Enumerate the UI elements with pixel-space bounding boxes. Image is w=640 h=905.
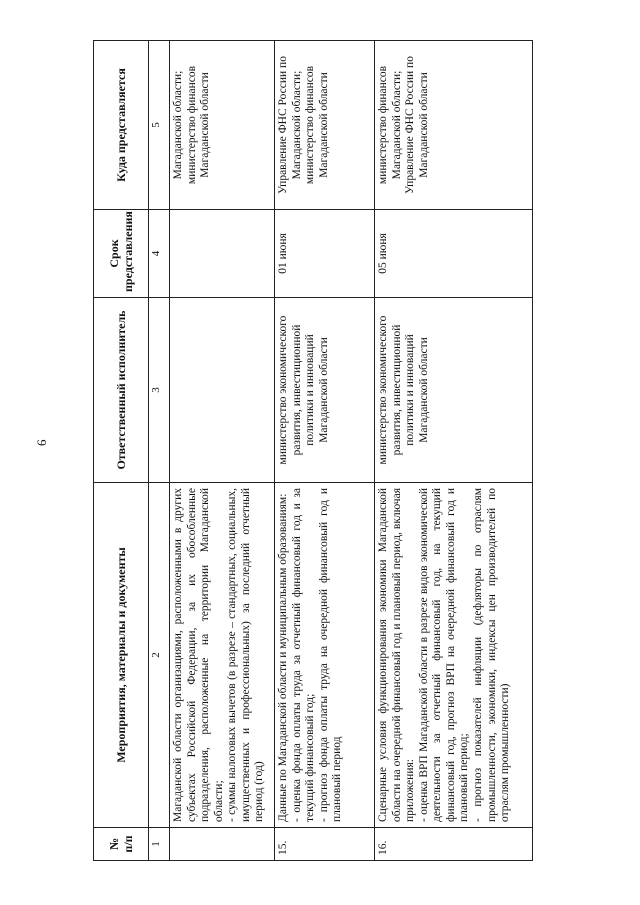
header-num: № п/п	[94, 828, 149, 861]
row-recipient: Управление ФНС России по Магаданской области; министерство финансов Магаданской области	[275, 41, 375, 210]
row-recipient: министерство финансов Магаданской области; Управление ФНС России по Магаданской области	[375, 41, 533, 210]
rotated-page	[93, 41, 533, 861]
description-line: - прогноз показателей инфляции (дефляторы по отраслям промышленности, экономики, индексы цен производителей по отраслям промышленности)	[471, 488, 512, 822]
description-line: - оценка фонда оплаты труда за отчетный финансовый год и за текущий финансовый год;	[290, 488, 317, 822]
table-row-16	[375, 41, 533, 861]
description-line: Магаданской области организациями, расположенными в других субъектах Российской Федерации, за их обособленные подразделения, расположенные на территории Магаданской области;	[172, 488, 225, 822]
table-header-row	[94, 41, 149, 861]
col-number: 5	[149, 41, 170, 210]
row-description	[170, 483, 275, 828]
row-description	[375, 483, 533, 828]
col-number: 2	[149, 483, 170, 828]
row-deadline: 05 июня	[375, 210, 533, 298]
col-number: 1	[149, 828, 170, 861]
header-deadline: Срок представления	[94, 210, 149, 298]
page-number: 6	[34, 439, 49, 446]
description-line: - прогноз фонда оплаты труда на очередной финансовый год и плановый период	[317, 488, 344, 822]
col-number: 3	[149, 298, 170, 483]
row-description	[275, 483, 375, 828]
row-deadline	[170, 210, 275, 298]
row-recipient: Магаданской области; министерство финансов Магаданской области	[170, 41, 275, 210]
column-number-row	[149, 41, 170, 861]
row-executor: министерство экономического развития, инвестиционной политики и инноваций Магаданской области	[375, 298, 533, 483]
row-deadline: 01 июня	[275, 210, 375, 298]
header-events: Мероприятия, материалы и документы	[94, 483, 149, 828]
description-line: - оценка ВРП Магаданской области в разрезе видов экономической деятельности за отчетный финансовый год, на текущий финансовый год, прогноз ВРП на очередной финансовый год и плановый период;	[417, 488, 471, 822]
description-line: Данные по Магаданской области и муниципальным образованиям:	[277, 493, 289, 822]
row-executor	[170, 298, 275, 483]
row-executor: министерство экономического развития, инвестиционной политики и инноваций Магаданской области	[275, 298, 375, 483]
row-num: 15.	[275, 828, 375, 861]
table-row-continuation	[170, 41, 275, 861]
col-number: 4	[149, 210, 170, 298]
row-num-cell	[170, 828, 275, 861]
description-line: - суммы налоговых вычетов (в разрезе – стандартных, социальных, имущественных и профессиональных) за последний отчетный период (год)	[226, 488, 266, 822]
header-executor: Ответственный исполнитель	[94, 298, 149, 483]
events-table	[93, 40, 533, 861]
header-recipient: Куда представляется	[94, 41, 149, 210]
row-num: 16.	[375, 828, 533, 861]
table-row-15	[275, 41, 375, 861]
description-line: Сценарные условия функционирования экономики Магаданской области на очередной финансовый год и плановый период, включая приложения:	[377, 488, 417, 822]
